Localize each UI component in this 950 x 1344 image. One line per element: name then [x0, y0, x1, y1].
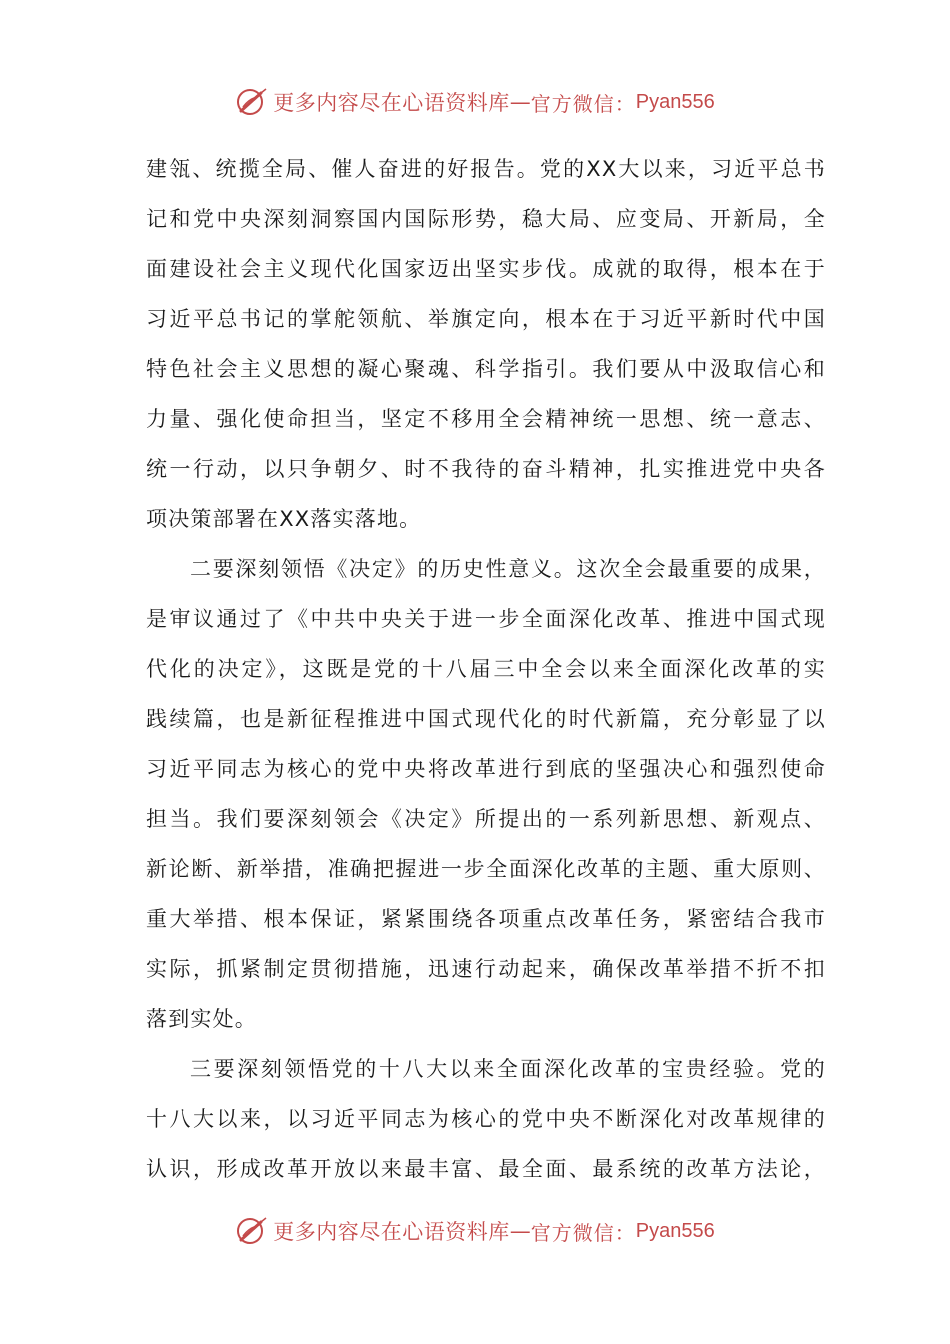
- footer-dash: —: [509, 1219, 531, 1243]
- text-line: 力量、强化使命担当，坚定不移用全会精神统一思想、统一意志、: [146, 407, 826, 431]
- text-line: 新论断、新举措，准确把握进一步全面深化改革的主题、重大原则、: [146, 857, 826, 881]
- footer-wechat-id: Pyan556: [635, 1219, 715, 1242]
- text-line: 三要深刻领悟党的十八大以来全面深化改革的宝贵经验。党的: [190, 1057, 826, 1081]
- paragraph-3: [146, 1044, 826, 1194]
- text-line: 二要深刻领悟《决定》的历史性意义。这次全会最重要的成果，: [190, 557, 826, 581]
- text-line: 特色社会主义思想的凝心聚魂、科学指引。我们要从中汲取信心和: [146, 357, 826, 381]
- pen-logo-icon: [235, 85, 269, 119]
- text-line: 十八大以来，以习近平同志为核心的党中央不断深化对改革规律的: [146, 1107, 826, 1131]
- header-text: 更多内容尽在心语资料库: [273, 91, 510, 115]
- text-line: 记和党中央深刻洞察国内国际形势，稳大局、应变局、开新局，全: [146, 207, 826, 231]
- text-line: 重大举措、根本保证，紧紧围绕各项重点改革任务，紧密结合我市: [146, 907, 826, 931]
- text-line: 习近平同志为核心的党中央将改革进行到底的坚强决心和强烈使命: [146, 757, 826, 781]
- text-line: 面建设社会主义现代化国家迈出坚实步伐。成就的取得，根本在于: [146, 257, 826, 281]
- paragraph-2: [146, 544, 826, 1044]
- header-dash: —: [509, 90, 531, 114]
- text-line: 实际，抓紧制定贯彻措施，迅速行动起来，确保改革举措不折不扣: [146, 957, 826, 981]
- pen-logo-icon: [235, 1214, 269, 1248]
- paragraph-1: [146, 144, 826, 544]
- text-line: 担当。我们要深刻领会《决定》所提出的一系列新思想、新观点、: [146, 807, 826, 831]
- text-line: 统一行动，以只争朝夕、时不我待的奋斗精神，扎实推进党中央各: [146, 457, 826, 481]
- text-line: 践续篇，也是新征程推进中国式现代化的时代新篇，充分彰显了以: [146, 707, 826, 731]
- header-wechat-id: Pyan556: [635, 90, 715, 113]
- footer-text: 更多内容尽在心语资料库: [273, 1220, 510, 1244]
- text-line: 是审议通过了《中共中央关于进一步全面深化改革、推进中国式现: [146, 607, 826, 631]
- footer-banner: [0, 1211, 950, 1251]
- text-line: 习近平总书记的掌舵领航、举旗定向，根本在于习近平新时代中国: [146, 307, 826, 331]
- footer-wechat-label: 官方微信：: [530, 1220, 636, 1245]
- text-line: 项决策部署在XX落实落地。: [146, 507, 422, 531]
- text-line: 建瓴、统揽全局、催人奋进的好报告。党的XX大以来，习近平总书: [146, 157, 826, 181]
- text-line: 落到实处。: [146, 1007, 257, 1031]
- header-banner: [0, 82, 950, 122]
- header-wechat-label: 官方微信：: [530, 91, 636, 116]
- text-line: 认识，形成改革开放以来最丰富、最全面、最系统的改革方法论，: [146, 1157, 826, 1181]
- text-line: 代化的决定》，这既是党的十八届三中全会以来全面深化改革的实: [146, 657, 826, 681]
- document-body: [146, 144, 826, 1194]
